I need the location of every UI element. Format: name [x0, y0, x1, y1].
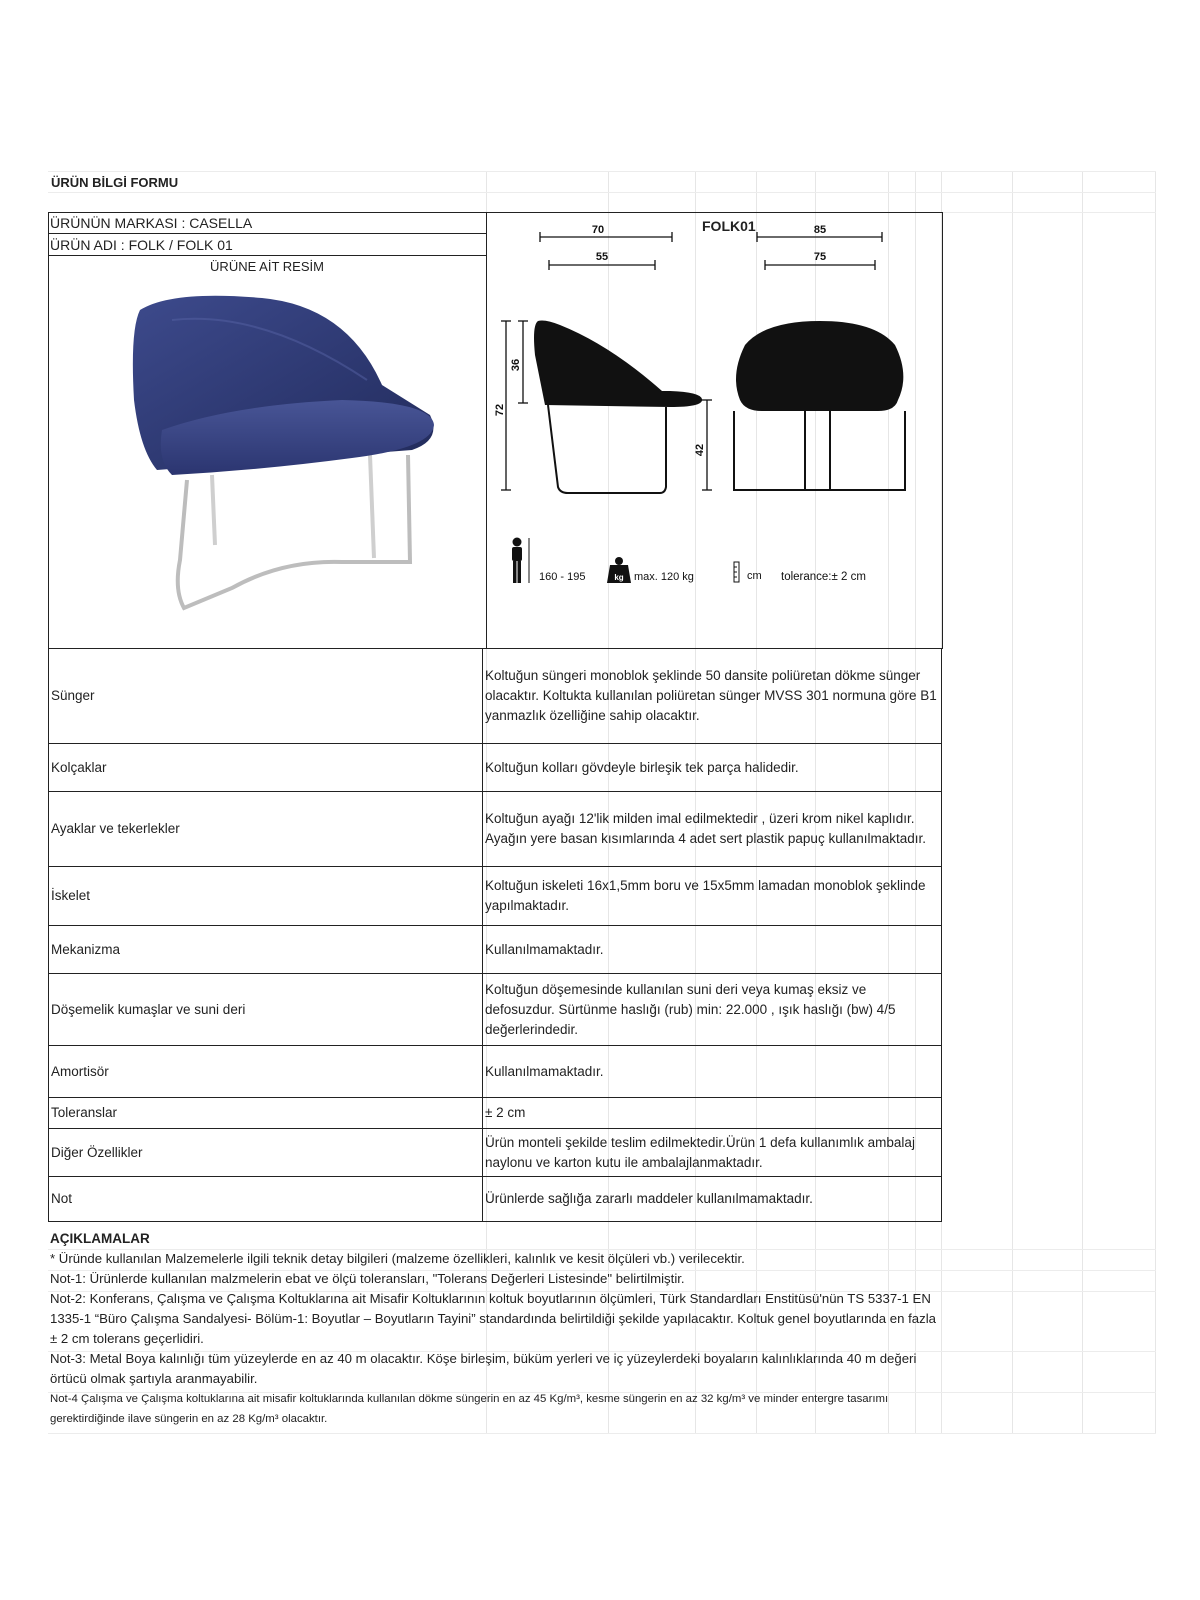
- table-row: [49, 1046, 942, 1098]
- notes-heading: AÇIKLAMALAR: [50, 1231, 150, 1246]
- grid-col-line: [1012, 171, 1013, 1434]
- note-3: Not-3: Metal Boya kalınlığı tüm yüzeylerde en az 40 m olacaktır. Köşe birleşim, büküm yerleri ve iç yüzeylerdeki boyaların kalınlıklarında 40 m değeri örtücü olmak şartıyla aranmayabilir.: [50, 1351, 917, 1386]
- unit-label: cm: [747, 570, 762, 582]
- ruler-icon: [734, 562, 739, 582]
- spec-value: Kullanılmamaktadır.: [483, 926, 942, 974]
- spec-label: Kolçaklar: [49, 744, 483, 792]
- dim-back-height: 36: [510, 358, 522, 372]
- table-row: [49, 1177, 942, 1222]
- spec-table: [48, 648, 942, 1222]
- table-row: [49, 1098, 942, 1129]
- product-code: FOLK01: [702, 218, 756, 234]
- spec-value: Koltuğun kolları gövdeyle birleşik tek parça halidedir.: [483, 744, 942, 792]
- spec-value: Ürün monteli şekilde teslim edilmektedir.Ürün 1 defa kullanımlık ambalaj naylonu ve karton kutu ile ambalajlanmaktadır.: [483, 1129, 942, 1177]
- spec-value: Koltuğun döşemesinde kullanılan suni deri veya kumaş eksiz ve defosuzdur. Sürtünme haslığı (rub) min: 22.000 , ışık haslığı (bw) 4/5 değerlerindedir.: [483, 974, 942, 1046]
- table-row: [49, 649, 942, 744]
- table-row: [49, 926, 942, 974]
- table-row: [49, 744, 942, 792]
- side-view-chair: [534, 321, 702, 408]
- spec-label: İskelet: [49, 867, 483, 926]
- spec-label: Toleranslar: [49, 1098, 483, 1129]
- note-2: Not-2: Konferans, Çalışma ve Çalışma Koltuklarına ait Misafir Koltuklarının koltuk boyutlarının ölçümleri, Türk Standardları Enstitüsü'nün TS 5337-1 EN 1335-1 “Büro Çalışma Sandalyesi- Bölüm-1: Boyutlar – Boyutların Tayini” standardında belirtildiği şekilde yapılacaktır. Koltuk genel boyutlarında en fazla ± 2 cm tolerans geçerlidiri.: [50, 1291, 936, 1346]
- grid-row-line: [48, 171, 1156, 172]
- grid-col-line: [1082, 171, 1083, 1434]
- spec-label: Mekanizma: [49, 926, 483, 974]
- tolerance-label: tolerance:± 2 cm: [781, 571, 866, 583]
- notes-section: [50, 1229, 940, 1429]
- table-row: [49, 974, 942, 1046]
- spec-label: Amortisör: [49, 1046, 483, 1098]
- front-view-chair: [736, 321, 903, 411]
- product-name-cell: ÜRÜN ADI : FOLK / FOLK 01: [48, 234, 486, 256]
- dim-side-top: 70: [591, 224, 605, 236]
- grid-row-line: [48, 1433, 1156, 1434]
- brand-cell: ÜRÜNÜN MARKASI : CASELLA: [48, 212, 486, 234]
- spec-label: Ayaklar ve tekerlekler: [49, 792, 483, 867]
- spec-label: Sünger: [49, 649, 483, 744]
- spec-value: Koltuğun süngeri monoblok şeklinde 50 dansite poliüretan dökme sünger olacaktır. Koltukta kullanılan poliüretan sünger MVSS 301 normuna göre B1 yanmazlık özelliğine sahip olacaktır.: [483, 649, 942, 744]
- note-general: * Üründe kullanılan Malzemelerle ilgili teknik detay bilgileri (malzeme özellikleri, kalınlık ve kesit ölçüleri vb.) verilecektir.: [50, 1251, 745, 1266]
- table-row: [49, 1129, 942, 1177]
- user-height-range: 160 - 195: [539, 571, 586, 583]
- header-divider: [486, 212, 487, 648]
- spec-value: ± 2 cm: [483, 1098, 942, 1129]
- technical-drawing: [494, 224, 940, 625]
- table-row: [49, 792, 942, 867]
- table-row: [49, 867, 942, 926]
- spec-value: Koltuğun iskeleti 16x1,5mm boru ve 15x5mm lamadan monoblok şeklinde yapılmaktadır.: [483, 867, 942, 926]
- dim-side-seat: 55: [595, 251, 609, 263]
- grid-row-line: [48, 192, 1156, 193]
- note-1: Not-1: Ürünlerde kullanılan malzmelerin ebat ve ölçü toleransları, "Tolerans Değerleri Listesinde" belirtilmiştir.: [50, 1271, 685, 1286]
- spec-label: Döşemelik kumaşlar ve suni deri: [49, 974, 483, 1046]
- image-caption: ÜRÜNE AİT RESİM: [210, 259, 324, 274]
- spec-label: Not: [49, 1177, 483, 1222]
- spec-value: Ürünlerde sağlığa zararlı maddeler kullanılmamaktadır.: [483, 1177, 942, 1222]
- spec-label: Diğer Özellikler: [49, 1129, 483, 1177]
- form-title: ÜRÜN BİLGİ FORMU: [51, 175, 179, 190]
- grid-col-line: [1155, 171, 1156, 1434]
- dim-front-top: 85: [813, 224, 827, 236]
- kg-badge: kg: [614, 573, 624, 582]
- chair-photo: [112, 290, 462, 630]
- dim-total-height: 72: [494, 403, 506, 417]
- note-4: Not-4 Çalışma ve Çalışma koltuklarına ait misafir koltuklarında kullanılan dökme süngerin en az 45 Kg/m³, kesme süngerin en az 32 kg/m³ ve minder entergre tasarımı gerektirdiğinde ilave süngerin en az 28 Kg/m³ olacaktır.: [50, 1393, 889, 1425]
- max-load: max. 120 kg: [634, 571, 694, 583]
- spec-value: Koltuğun ayağı 12'lik milden imal edilmektedir , üzeri krom nikel kaplıdır. Ayağın yere basan kısımlarında 4 adet sert plastik papuç kullanılmaktadır.: [483, 792, 942, 867]
- spec-value: Kullanılmamaktadır.: [483, 1046, 942, 1098]
- dim-seat-height: 42: [694, 443, 706, 457]
- dim-front-seat: 75: [813, 251, 827, 263]
- person-icon: [512, 538, 529, 584]
